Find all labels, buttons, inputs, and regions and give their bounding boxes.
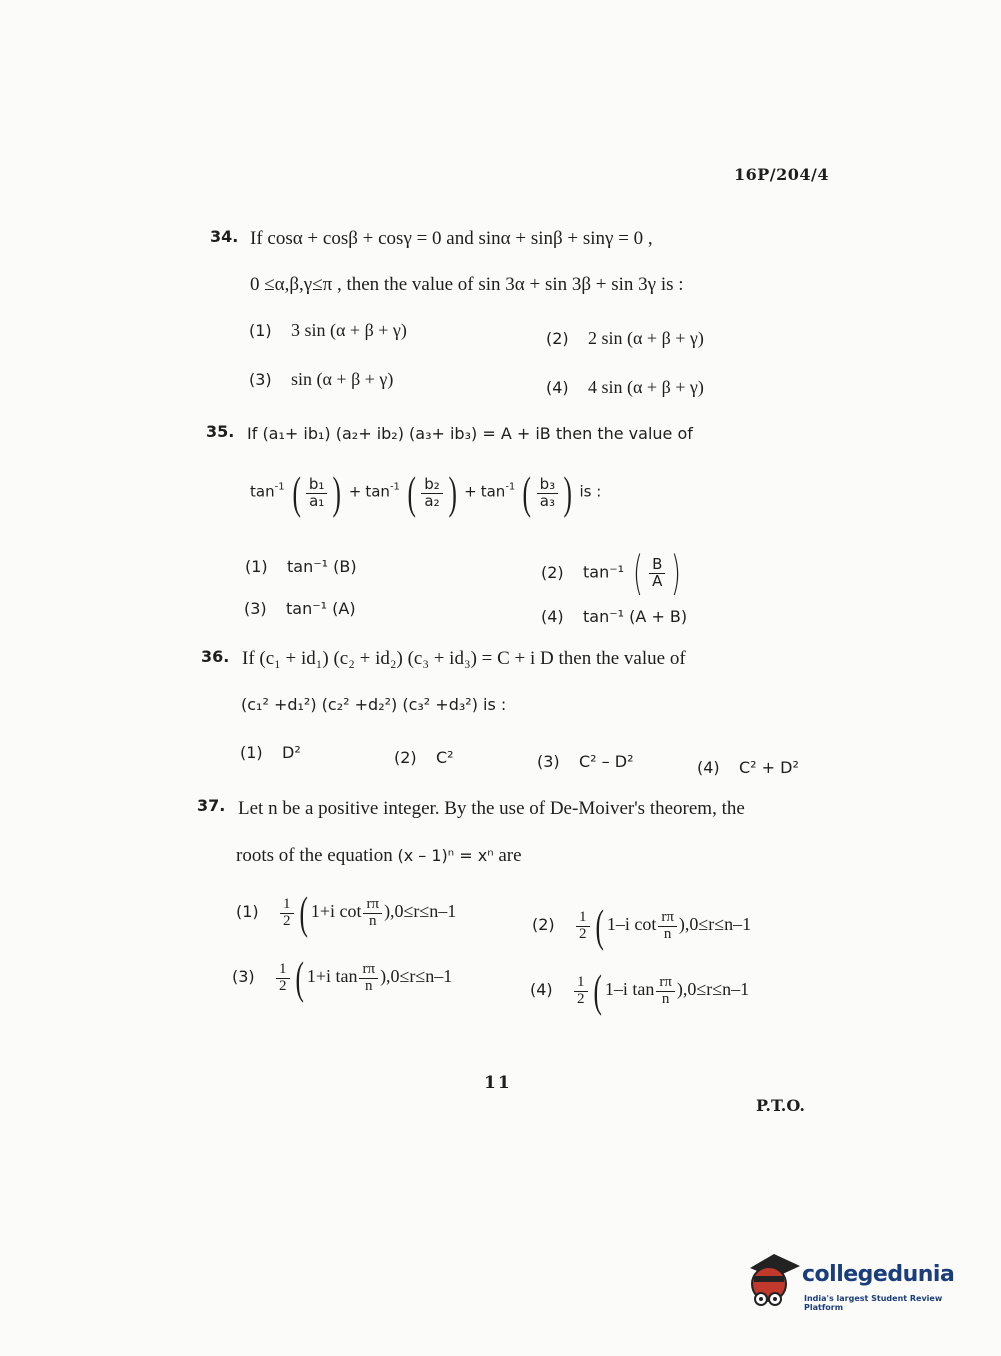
question-37-line2: roots of the equation (x – 1)ⁿ = xⁿ are <box>236 845 522 866</box>
q36-option-3: (3) C² – D² <box>537 752 634 771</box>
question-36-line2: (c₁² +d₁²) (c₂² +d₂²) (c₃² +d₃²) is : <box>241 695 507 714</box>
q36-option-4: (4) C² + D² <box>697 758 799 777</box>
q36-option-2: (2) C² <box>394 748 454 767</box>
question-35-line1: If (a₁+ ib₁) (a₂+ ib₂) (a₃+ ib₃) = A + iB then the value of <box>247 424 693 443</box>
question-36-line1: If (c₁ + id₁) (c₂ + id₂) (c₃ + id₃) = C + i D then the value of <box>242 648 686 669</box>
pto-label: P.T.O. <box>756 1096 805 1115</box>
question-34-number: 34. <box>210 227 239 246</box>
logo-name: collegedunia <box>802 1262 955 1287</box>
question-37-line1: Let n be a positive integer. By the use of De-Moiver's theorem, the <box>238 798 745 819</box>
logo-tagline: India's largest Student Review Platform <box>804 1294 943 1312</box>
question-34-line1: If cosα + cosβ + cosγ = 0 and sinα + sinβ + sinγ = 0 , <box>250 228 653 249</box>
q37-option-2: (2) $\frac{1}{2}$ ( 1–i cot $\frac{r\pi}{n}$ ),0≤r≤n–1 <box>532 900 752 951</box>
paper-code: 16P/204/4 <box>734 165 830 184</box>
q35-option-4: (4) tan⁻¹ (A + B) <box>541 607 688 626</box>
q35-option-3: (3) tan⁻¹ (A) <box>244 599 356 618</box>
q35-option-2: (2) tan⁻¹ ( $\frac{B}{A}$ ) <box>541 546 682 600</box>
q37-option-3: (3) $\frac{1}{2}$ ( 1+i tan $\frac{r\pi}{n}$ ),0≤r≤n–1 <box>232 952 453 1003</box>
question-36-number: 36. <box>201 647 230 666</box>
q34-option-3: (3) sin (α + β + γ) <box>249 369 394 389</box>
q37-option-4: (4) $\frac{1}{2}$ ( 1–i tan $\frac{r\pi}{n}$ ),0≤r≤n–1 <box>530 965 750 1016</box>
q34-option-1: (1) 3 sin (α + β + γ) <box>249 320 407 340</box>
q36-option-1: (1) D² <box>240 743 301 762</box>
q35-expression: $\tan^{-1}$ ( $\frac{\text{b₁}}{\text{a₁}}$ ) + $\tan^{-1}$ ( $\frac{\text{b₂}}{\text{a₂}}$ ) + $\tan^{-1}$ ( $\frac{\text{b₃}}{\text{a₃}}$ ) is : <box>250 467 602 518</box>
question-37-number: 37. <box>197 796 226 815</box>
collegedunia-logo <box>744 1250 984 1316</box>
mascot-icon <box>744 1250 802 1312</box>
page-number: 11 <box>484 1073 512 1093</box>
question-34-line2: 0 ≤α,β,γ≤π , then the value of sin 3α + sin 3β + sin 3γ is : <box>250 274 684 295</box>
question-35-number: 35. <box>206 422 235 441</box>
q34-option-2: (2) 2 sin (α + β + γ) <box>546 328 704 348</box>
q35-option-1: (1) tan⁻¹ (B) <box>245 557 357 576</box>
q37-option-1: (1) $\frac{1}{2}$ ( 1+i cot $\frac{r\pi}{n}$ ),0≤r≤n–1 <box>236 887 457 938</box>
q34-option-4: (4) 4 sin (α + β + γ) <box>546 377 704 397</box>
